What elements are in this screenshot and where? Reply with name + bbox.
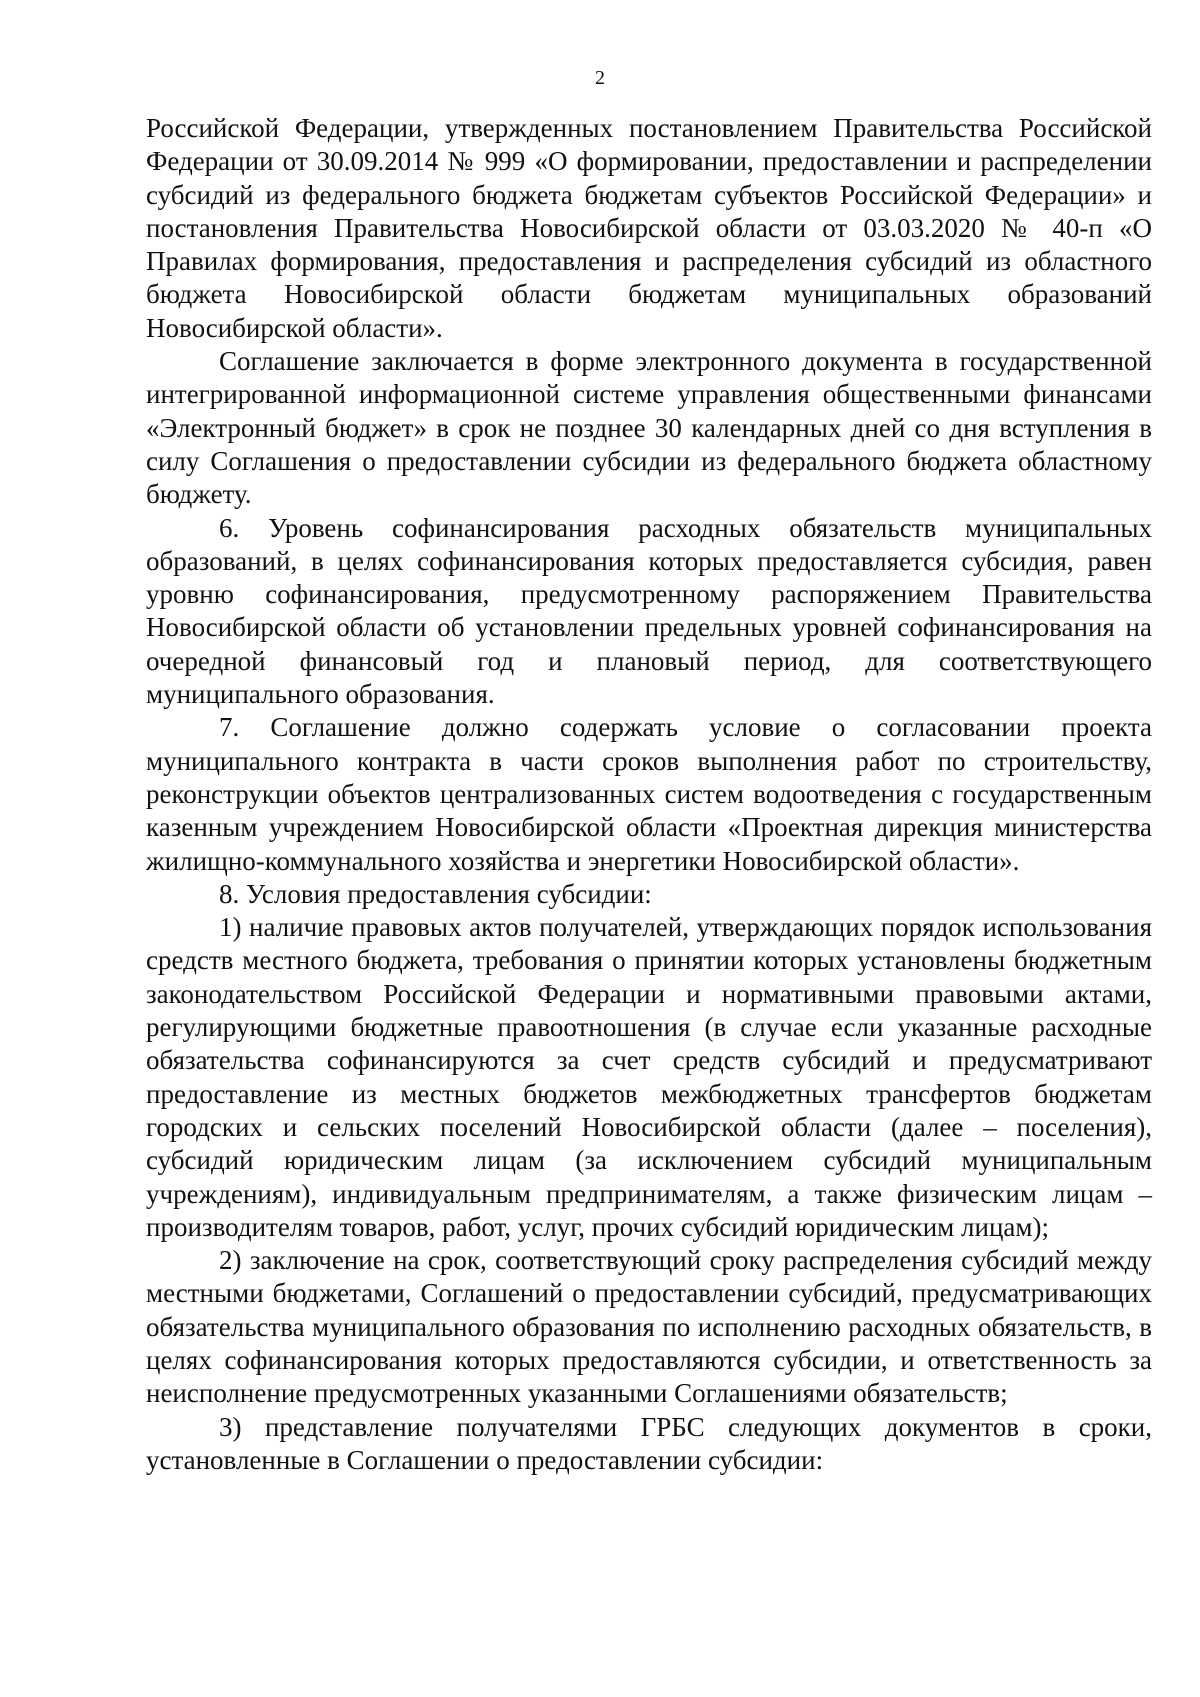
page-number: 2 — [595, 67, 605, 89]
document-body — [146, 112, 1152, 1477]
paragraph-subitem-2: 2) заключение на срок, соответствующий сроку распределения субсидий между местными бюджетами, Соглашений о предоставлении субсидий, предусматривающих обязательства муниципального образования по исполнению расходных обязательств, в целях софинансирования которых предоставляются субсидии, и ответственность за неисполнение предусмотренных указанными Соглашениями обязательств; — [146, 1245, 1152, 1409]
paragraph-subitem-1: 1) наличие правовых актов получателей, утверждающих порядок использования средств местного бюджета, требования о принятии которых установлены бюджетным законодательством Российской Федерации и нормативными правовыми актами, регулирующими бюджетные правоотношения (в случае если указанные расходные обязательства софинансируются за счет средств субсидий и предусматривают предоставление из местных бюджетов межбюджетных трансфертов бюджетам городских и сельских поселений Новосибирской области (далее – поселения), субсидий юридическим лицам (за исключением субсидий муниципальным учреждениям), индивидуальным предпринимателям, а также физическим лицам – производителям товаров, работ, услуг, прочих субсидий юридическим лицам); — [146, 912, 1152, 1242]
paragraph-subitem-3: 3) представление получателями ГРБС следующих документов в сроки, установленные в Соглашении о предоставлении субсидии: — [146, 1411, 1152, 1475]
paragraph-item-8: 8. Условия предоставления субсидии: — [219, 878, 652, 909]
paragraph-continuation: Российской Федерации, утвержденных постановлением Правительства Российской Федерации от 30.09.2014 № 999 «О формировании, предоставлении и распределении субсидий из федерального бюджета бюджетам субъектов Российской Федерации» и постановления Правительства Новосибирской области от 03.03.2020 № 40-п «О Правилах формирования, предоставления и распределения субсидий из областного бюджета Новосибирской области бюджетам муниципальных образований Новосибирской области». — [146, 113, 1152, 343]
paragraph-item-7: 7. Соглашение должно содержать условие о согласовании проекта муниципального контракта в части сроков выполнения работ по строительству, реконструкции объектов централизованных систем водоотведения с государственным казенным учреждением Новосибирской области «Проектная дирекция министерства жилищно-коммунального хозяйства и энергетики Новосибирской области». — [146, 712, 1152, 876]
paragraph-item-6: 6. Уровень софинансирования расходных обязательств муниципальных образований, в целях софинансирования которых предоставляется субсидия, равен уровню софинансирования, предусмотренному распоряжением Правительства Новосибирской области об установлении предельных уровней софинансирования на очередной финансовый год и плановый период, для соответствующего муниципального образования. — [146, 512, 1152, 710]
paragraph-agreement-form: Соглашение заключается в форме электронного документа в государственной интегрированной информационной системе управления общественными финансами «Электронный бюджет» в срок не позднее 30 календарных дней со дня вступления в силу Соглашения о предоставлении субсидии из федерального бюджета областному бюджету. — [146, 346, 1152, 510]
